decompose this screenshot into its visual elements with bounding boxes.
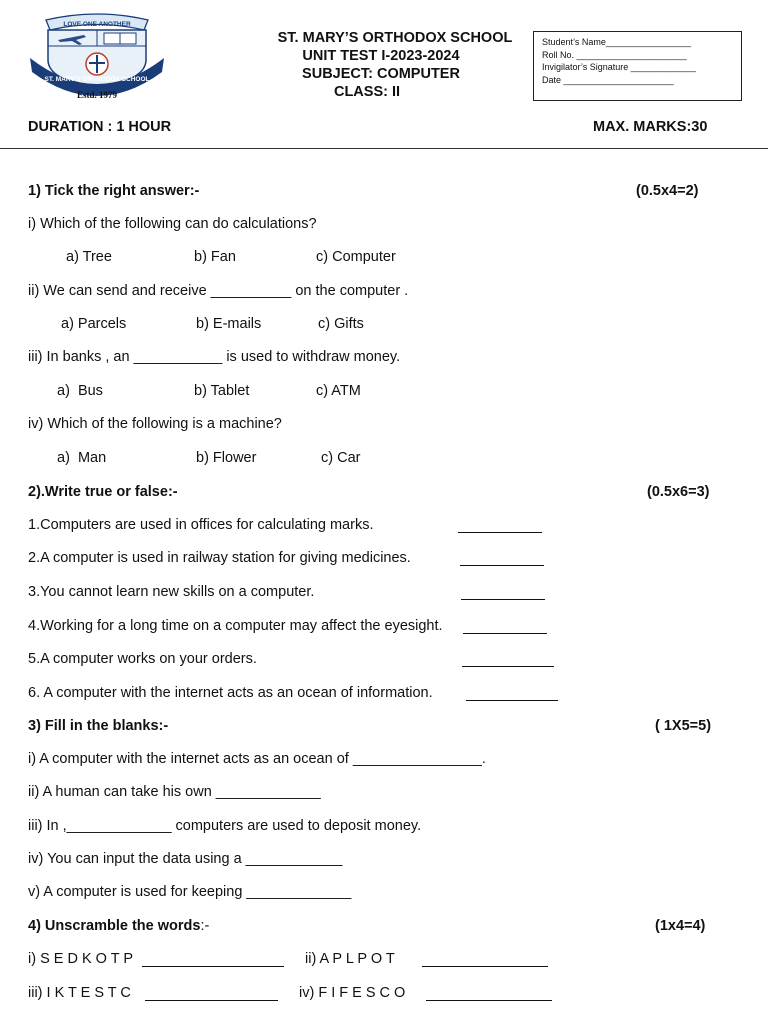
q2-marks: (0.5x6=3) — [647, 484, 710, 500]
school-name: ST. MARY’S ORTHODOX SCHOOL — [277, 30, 513, 46]
logo-motto: LOVE ONE ANOTHER — [63, 21, 131, 28]
q1-item: iv) Which of the following is a machine? — [28, 416, 282, 432]
q2-title: 2).Write true or false:- — [28, 484, 178, 500]
answer-blank — [462, 653, 554, 667]
q1-item: ii) We can send and receive __________ on the computer . — [28, 283, 409, 299]
q1-option: b) Fan — [194, 249, 236, 265]
answer-blank — [145, 987, 278, 1001]
q1-marks: (0.5x4=2) — [636, 183, 699, 199]
answer-blank — [466, 687, 558, 701]
student-info-box — [533, 31, 742, 101]
subject-title: SUBJECT: COMPUTER — [302, 66, 460, 82]
q4-item: ii) A P L P O T — [305, 951, 395, 967]
date-field: Date ______________________ — [542, 74, 674, 85]
q2-item: 5.A computer works on your orders. — [28, 651, 257, 667]
q1-option: c) Computer — [316, 249, 396, 265]
q2-item: 1.Computers are used in offices for calculating marks. — [28, 517, 374, 533]
q2-item: 3.You cannot learn new skills on a computer. — [28, 584, 315, 600]
q1-item: i) Which of the following can do calculations? — [28, 216, 317, 232]
answer-blank — [422, 953, 548, 967]
q1-option: b) E-mails — [196, 316, 262, 332]
q1-option: b) Flower — [196, 450, 257, 466]
q4-item: i) S E D K O T P — [28, 951, 134, 967]
q1-option: c) Car — [321, 450, 361, 466]
q3-item: iv) You can input the data using a ____________ — [28, 851, 343, 867]
logo-ribbon-text: ST. MARY'S ORTHODOX SCHOOL — [44, 76, 150, 83]
answer-blank — [460, 552, 544, 566]
q3-item: iii) In ,_____________ computers are used to deposit money. — [28, 818, 422, 834]
max-marks: MAX. MARKS:30 — [593, 119, 708, 135]
q1-option: c) Gifts — [318, 316, 364, 332]
q1-title: 1) Tick the right answer:- — [28, 183, 200, 199]
q4-marks: (1x4=4) — [655, 918, 706, 934]
duration: DURATION : 1 HOUR — [28, 119, 172, 135]
roll-no-field: Roll No. ______________________ — [542, 49, 687, 60]
invigilator-signature-field: Invigilator’s Signature _____________ — [542, 62, 696, 72]
q1-option: c) ATM — [316, 383, 361, 399]
q3-item: ii) A human can take his own _____________ — [28, 784, 321, 800]
q4-item: iii) I K T E S T C — [28, 985, 131, 1001]
q3-marks: ( 1X5=5) — [655, 718, 712, 734]
q4-title — [28, 918, 209, 934]
q1-option: b) Tablet — [194, 383, 250, 399]
answer-blank — [463, 620, 547, 634]
answer-blank — [458, 519, 542, 533]
header-divider — [0, 148, 768, 149]
q4-title-bold: 4) Unscramble the words — [28, 918, 201, 934]
q2-item: 2.A computer is used in railway station for giving medicines. — [28, 550, 411, 566]
q3-item: i) A computer with the internet acts as an ocean of ________________. — [28, 751, 486, 767]
q2-item: 4.Working for a long time on a computer may affect the eyesight. — [28, 618, 443, 634]
q4-title-suffix: :- — [200, 918, 210, 934]
school-logo — [26, 10, 168, 102]
answer-blank — [142, 953, 284, 967]
q4-item: iv) F I F E S C O — [299, 985, 406, 1001]
test-title: UNIT TEST I-2023-2024 — [302, 48, 460, 64]
student-name-field: Student’s Name_________________ — [542, 37, 691, 47]
q1-item: iii) In banks , an ___________ is used to withdraw money. — [28, 349, 401, 365]
q1-option: a) Tree — [66, 249, 112, 265]
q1-option: a) Bus — [57, 383, 103, 399]
logo-estd: Estd. 1979 — [76, 90, 118, 100]
answer-blank — [461, 586, 545, 600]
q1-option: a) Parcels — [61, 316, 127, 332]
answer-blank — [426, 987, 552, 1001]
q1-option: a) Man — [57, 450, 107, 466]
q3-title: 3) Fill in the blanks:- — [28, 718, 169, 734]
q3-item: v) A computer is used for keeping _____________ — [28, 884, 352, 900]
class-title: CLASS: II — [333, 84, 401, 100]
q2-item: 6. A computer with the internet acts as an ocean of information. — [28, 685, 433, 701]
